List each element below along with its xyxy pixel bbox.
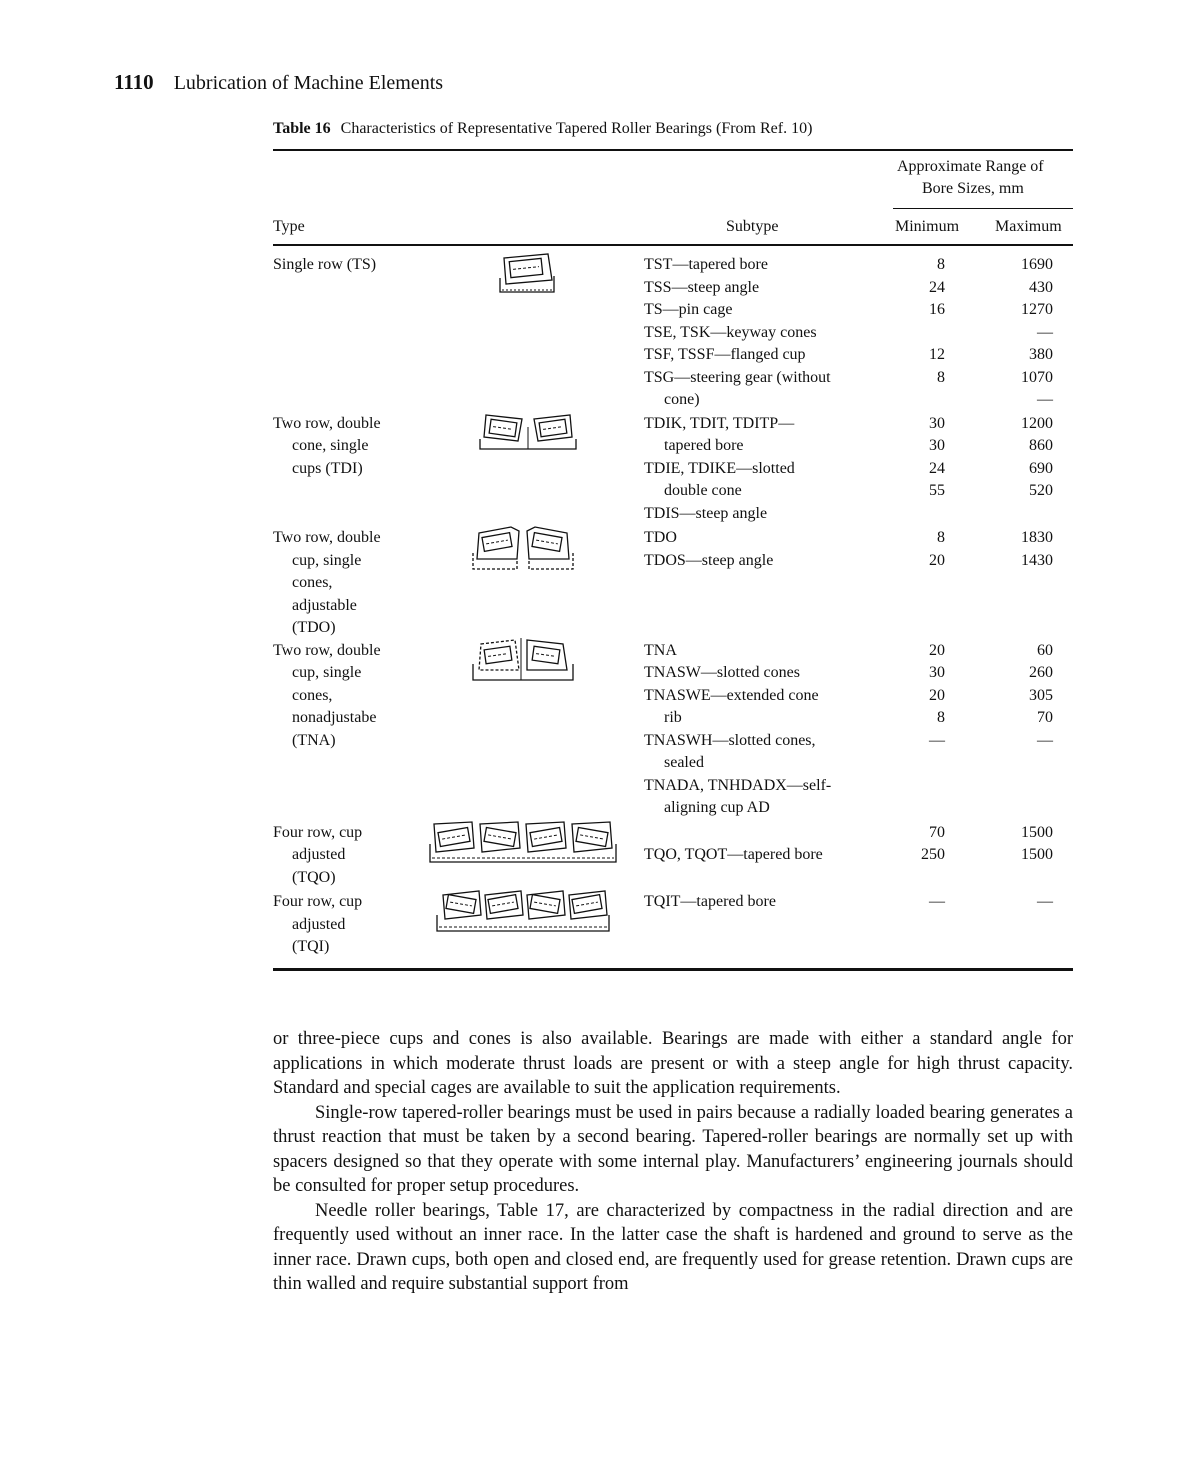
bearing-group — [273, 640, 1073, 820]
maximum-cell: 1690 — [1021, 256, 1053, 273]
maximum-cell: 860 — [1029, 437, 1053, 454]
minimum-column-header: Minimum — [895, 218, 960, 235]
maximum-cell: — — [1037, 731, 1053, 749]
body-text — [273, 1027, 1073, 1297]
table-row — [273, 685, 1073, 708]
maximum-cell: — — [1037, 893, 1053, 910]
table-row — [273, 775, 1073, 798]
table-row — [273, 891, 1073, 914]
table-caption — [273, 120, 812, 138]
minimum-cell: 8 — [937, 529, 945, 546]
subtype-cell: TNA — [644, 641, 677, 659]
table-row — [273, 480, 1073, 503]
minimum-cell: 20 — [929, 686, 945, 704]
bearing-type-line: (TQO) — [292, 868, 336, 886]
bearing-type-line: adjusted — [292, 846, 346, 863]
table-row — [273, 572, 1073, 595]
table-top-rule — [273, 149, 1073, 151]
maximum-cell: — — [1037, 391, 1053, 408]
maximum-cell: 260 — [1029, 664, 1053, 681]
table-row — [273, 730, 1073, 753]
range-header-line1: Approximate Range of — [897, 158, 1044, 175]
subtype-cell: TQIT—tapered bore — [644, 893, 776, 910]
subtype-cell: TDIK, TDIT, TDITP— — [644, 414, 795, 432]
table-row — [273, 254, 1073, 277]
bearing-type-line: cup, single — [292, 551, 362, 569]
subtype-column-header: Subtype — [726, 218, 779, 235]
maximum-cell: 60 — [1037, 641, 1053, 659]
table-row — [273, 867, 1073, 890]
bearing-type-line: (TNA) — [292, 731, 336, 749]
table-row — [273, 389, 1073, 412]
table-row — [273, 299, 1073, 322]
table-row — [273, 527, 1073, 550]
table-row — [273, 277, 1073, 300]
body-paragraph: Needle roller bearings, Table 17, are characterized by compactness in the radial direction and are frequently used without an inner race. In the latter case the shaft is hardened and ground to serve as the inner race. Drawn cups, both open and closed end, are frequently used for grease retention. Drawn cups are thin walled and require substantial support from — [273, 1200, 1073, 1294]
minimum-cell: 12 — [929, 346, 945, 363]
maximum-cell: 690 — [1029, 459, 1053, 477]
minimum-cell: 8 — [937, 256, 945, 273]
page-number: 1110 — [114, 70, 154, 94]
maximum-cell: 1500 — [1021, 823, 1053, 841]
running-title: Lubrication of Machine Elements — [173, 72, 444, 94]
minimum-cell: 250 — [921, 846, 945, 863]
subtype-cell: TSG—steering gear (without — [644, 368, 831, 386]
minimum-cell: 16 — [929, 301, 945, 318]
subtype-cell: TNASW—slotted cones — [644, 664, 800, 681]
subtype-cell: TNASWH—slotted cones, — [644, 731, 816, 749]
bearing-type-line: nonadjustabe — [292, 709, 377, 726]
table-header-rule — [273, 244, 1073, 246]
table-row — [273, 617, 1073, 640]
running-head — [114, 70, 443, 95]
bearing-type-line: cone, single — [292, 437, 369, 454]
maximum-cell: 1430 — [1021, 551, 1053, 569]
minimum-cell: 70 — [929, 823, 945, 841]
subtype-cell: TST—tapered bore — [644, 256, 768, 273]
subtype-cell: TSE, TSK—keyway cones — [644, 323, 817, 341]
type-column-header: Type — [273, 218, 305, 235]
bearing-type-line: Two row, double — [273, 641, 381, 659]
bearing-type-line: (TDO) — [292, 619, 336, 636]
maximum-cell: 1200 — [1021, 414, 1053, 432]
table-row — [273, 595, 1073, 618]
maximum-cell: 70 — [1037, 709, 1053, 726]
minimum-cell: 20 — [929, 641, 945, 659]
maximum-cell: 380 — [1029, 346, 1053, 363]
table-row — [273, 640, 1073, 663]
bearing-group — [273, 822, 1073, 890]
bearing-group — [273, 891, 1073, 959]
bearing-type-line: Four row, cup — [273, 823, 363, 841]
table-row — [273, 914, 1073, 937]
subtype-cell: sealed — [664, 754, 704, 771]
table-row — [273, 822, 1073, 845]
bearing-type-line: cups (TDI) — [292, 459, 363, 477]
subtype-cell: TDOS—steep angle — [644, 551, 774, 569]
table-row — [273, 797, 1073, 820]
bearing-type-line: (TQI) — [292, 938, 330, 955]
maximum-cell: 1500 — [1021, 846, 1053, 863]
subtype-cell: cone) — [664, 391, 700, 408]
subtype-cell: TNADA, TNHDADX—self- — [644, 776, 832, 794]
minimum-cell: 24 — [929, 278, 945, 296]
maximum-column-header: Maximum — [995, 218, 1062, 235]
table-row — [273, 503, 1073, 526]
subtype-cell: tapered bore — [664, 437, 744, 454]
maximum-cell: — — [1037, 323, 1053, 341]
table-row — [273, 435, 1073, 458]
table-label: Table 16 — [273, 120, 331, 137]
bearing-type-line: cones, — [292, 574, 333, 591]
table-row — [273, 662, 1073, 685]
bearing-type-line: Four row, cup — [273, 893, 363, 910]
subtype-cell: rib — [664, 709, 682, 726]
table-row — [273, 707, 1073, 730]
minimum-cell: 8 — [937, 368, 945, 386]
subtype-cell: TDIE, TDIKE—slotted — [644, 459, 795, 477]
minimum-cell: — — [929, 731, 945, 749]
bearing-group — [273, 254, 1073, 412]
minimum-cell: 8 — [937, 709, 945, 726]
table-row — [273, 458, 1073, 481]
bearing-type-line: adjustable — [292, 596, 357, 614]
maximum-cell: 520 — [1029, 482, 1053, 499]
bearing-type-line: cones, — [292, 686, 333, 704]
subtype-cell: TSF, TSSF—flanged cup — [644, 346, 806, 363]
bearing-type-line: adjusted — [292, 915, 346, 933]
minimum-cell: 30 — [929, 437, 945, 454]
minimum-cell: 55 — [929, 482, 945, 499]
table-row — [273, 844, 1073, 867]
subtype-cell: TNASWE—extended cone — [644, 686, 819, 704]
table-row — [273, 413, 1073, 436]
table-bottom-rule — [273, 968, 1073, 971]
maximum-cell: 305 — [1029, 686, 1053, 704]
minimum-cell: 30 — [929, 664, 945, 681]
maximum-cell: 1070 — [1021, 368, 1053, 386]
subtype-cell: TS—pin cage — [644, 301, 733, 318]
maximum-cell: 1270 — [1021, 301, 1053, 318]
subtype-cell: TDO — [644, 529, 677, 546]
subtype-cell: TSS—steep angle — [644, 278, 760, 296]
table-row — [273, 936, 1073, 959]
subtype-cell: aligning cup AD — [664, 799, 770, 816]
subtype-cell: double cone — [664, 482, 742, 499]
table-row — [273, 367, 1073, 390]
range-header-rule — [893, 208, 1073, 209]
bearing-group — [273, 527, 1073, 640]
bearing-group — [273, 413, 1073, 526]
maximum-cell: 430 — [1029, 278, 1053, 296]
bearing-table — [273, 254, 1073, 959]
bearing-type-line: Two row, double — [273, 414, 381, 432]
subtype-cell: TDIS—steep angle — [644, 504, 768, 522]
minimum-cell: 20 — [929, 551, 945, 569]
table-row — [273, 344, 1073, 367]
table-row — [273, 550, 1073, 573]
table-caption-text: Characteristics of Representative Tapered Roller Bearings (From Ref. 10) — [340, 120, 813, 137]
bearing-type-line: Two row, double — [273, 529, 381, 546]
body-paragraph: or three-piece cups and cones is also available. Bearings are made with either a standard angle for applications in which moderate thrust loads are present or with a steep angle for high thrust capacity. Standard and special cages are available to suit the application requirements. — [273, 1029, 1073, 1098]
bearing-type-line: cup, single — [292, 664, 362, 681]
minimum-cell: 24 — [929, 459, 945, 477]
subtype-cell: TQO, TQOT—tapered bore — [644, 846, 823, 863]
minimum-cell: 30 — [929, 414, 945, 432]
table-row — [273, 752, 1073, 775]
bearing-type-line: Single row (TS) — [273, 256, 377, 273]
body-paragraph: Single-row tapered-roller bearings must be used in pairs because a radially loaded bearing generates a thrust reaction that must be taken by a second bearing. Tapered-roller bearings are normally set up with spacers designed so that they operate with some internal play. Manufacturers’ engineering journals should be consulted for proper setup procedures. — [273, 1102, 1073, 1196]
table-row — [273, 322, 1073, 345]
minimum-cell: — — [929, 893, 945, 910]
maximum-cell: 1830 — [1021, 529, 1053, 546]
range-header-line2: Bore Sizes, mm — [922, 180, 1024, 197]
